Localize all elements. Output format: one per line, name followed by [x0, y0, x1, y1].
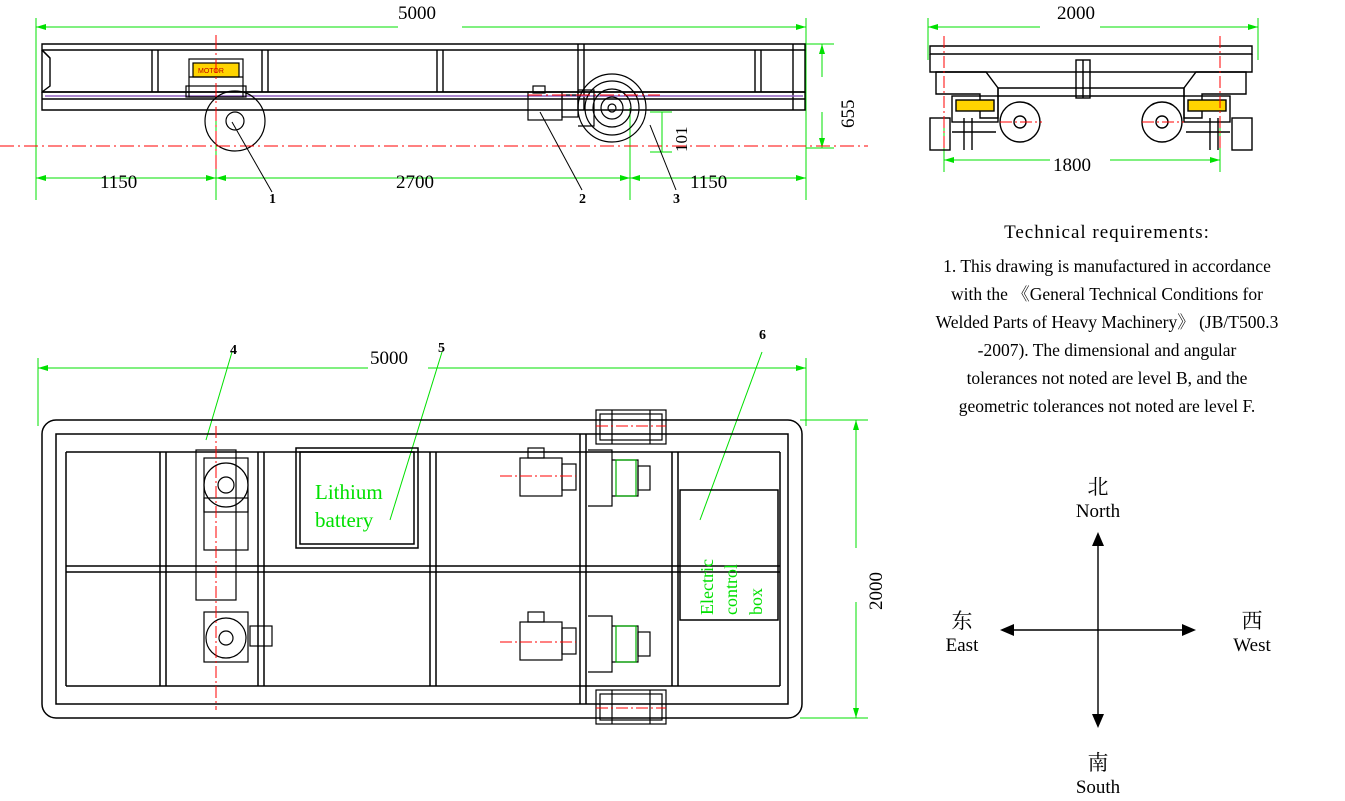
technical-requirements-heading: Technical requirements:: [1004, 222, 1210, 243]
callout-6: 6: [759, 328, 766, 343]
callout-5: 5: [438, 341, 445, 356]
callout-2: 2: [579, 192, 586, 207]
lithium-battery-line1: Lithium: [315, 480, 383, 504]
compass-south-cn: 南: [1087, 751, 1109, 775]
tech-line-3: Welded Parts of Heavy Machinery》 (JB/T500.3: [935, 312, 1279, 333]
tech-line-5: tolerances not noted are level B, and the: [966, 368, 1248, 389]
dim-rail-height-101: 101: [672, 126, 691, 152]
compass-east-en: East: [945, 635, 979, 657]
compass-north: [1058, 474, 1138, 524]
compass-north-en: North: [1075, 501, 1121, 523]
dim-wheelbase-2700: 2700: [396, 172, 434, 193]
tech-line-6: geometric tolerances not noted are level F.: [958, 396, 1256, 417]
dim-height-655: 655: [838, 99, 859, 128]
tech-line-1: 1. This drawing is manufactured in accordance: [943, 256, 1271, 277]
end-elevation-view: [900, 0, 1300, 185]
control-box-line1: Electric: [697, 559, 717, 615]
dim-left-offset-1150: 1150: [100, 172, 138, 193]
compass-east-cn: 东: [951, 609, 973, 633]
svg-text:MOTOR: MOTOR: [198, 68, 224, 75]
tech-line-4: -2007). The dimensional and angular: [977, 340, 1237, 361]
compass-east: [922, 608, 1002, 658]
callout-4: 4: [230, 343, 237, 358]
lithium-battery-label: [315, 478, 383, 535]
dim-track-gauge-1800: 1800: [1053, 155, 1091, 176]
compass-west-en: West: [1233, 635, 1271, 657]
compass-west: [1212, 608, 1292, 658]
technical-requirements-block: [872, 218, 1342, 420]
dim-plan-width-2000: 2000: [866, 572, 887, 610]
compass-south: [1058, 750, 1138, 800]
tech-line-2: with the 《General Technical Conditions for: [951, 284, 1263, 305]
dim-overall-length: 5000: [398, 3, 436, 24]
callout-3: 3: [673, 192, 680, 207]
control-box-line3: box: [745, 588, 766, 615]
control-box-line2: control: [721, 564, 742, 615]
electric-control-box-label: [695, 559, 768, 615]
callout-1: 1: [269, 192, 276, 207]
dim-plan-length-5000: 5000: [370, 348, 408, 369]
compass-north-cn: 北: [1087, 475, 1109, 499]
lithium-battery-line2: battery: [315, 508, 374, 533]
compass-west-cn: 西: [1241, 609, 1263, 633]
compass-south-en: South: [1075, 777, 1121, 799]
dim-overall-width-2000: 2000: [1057, 3, 1095, 24]
dim-right-offset-1150: 1150: [690, 172, 728, 193]
